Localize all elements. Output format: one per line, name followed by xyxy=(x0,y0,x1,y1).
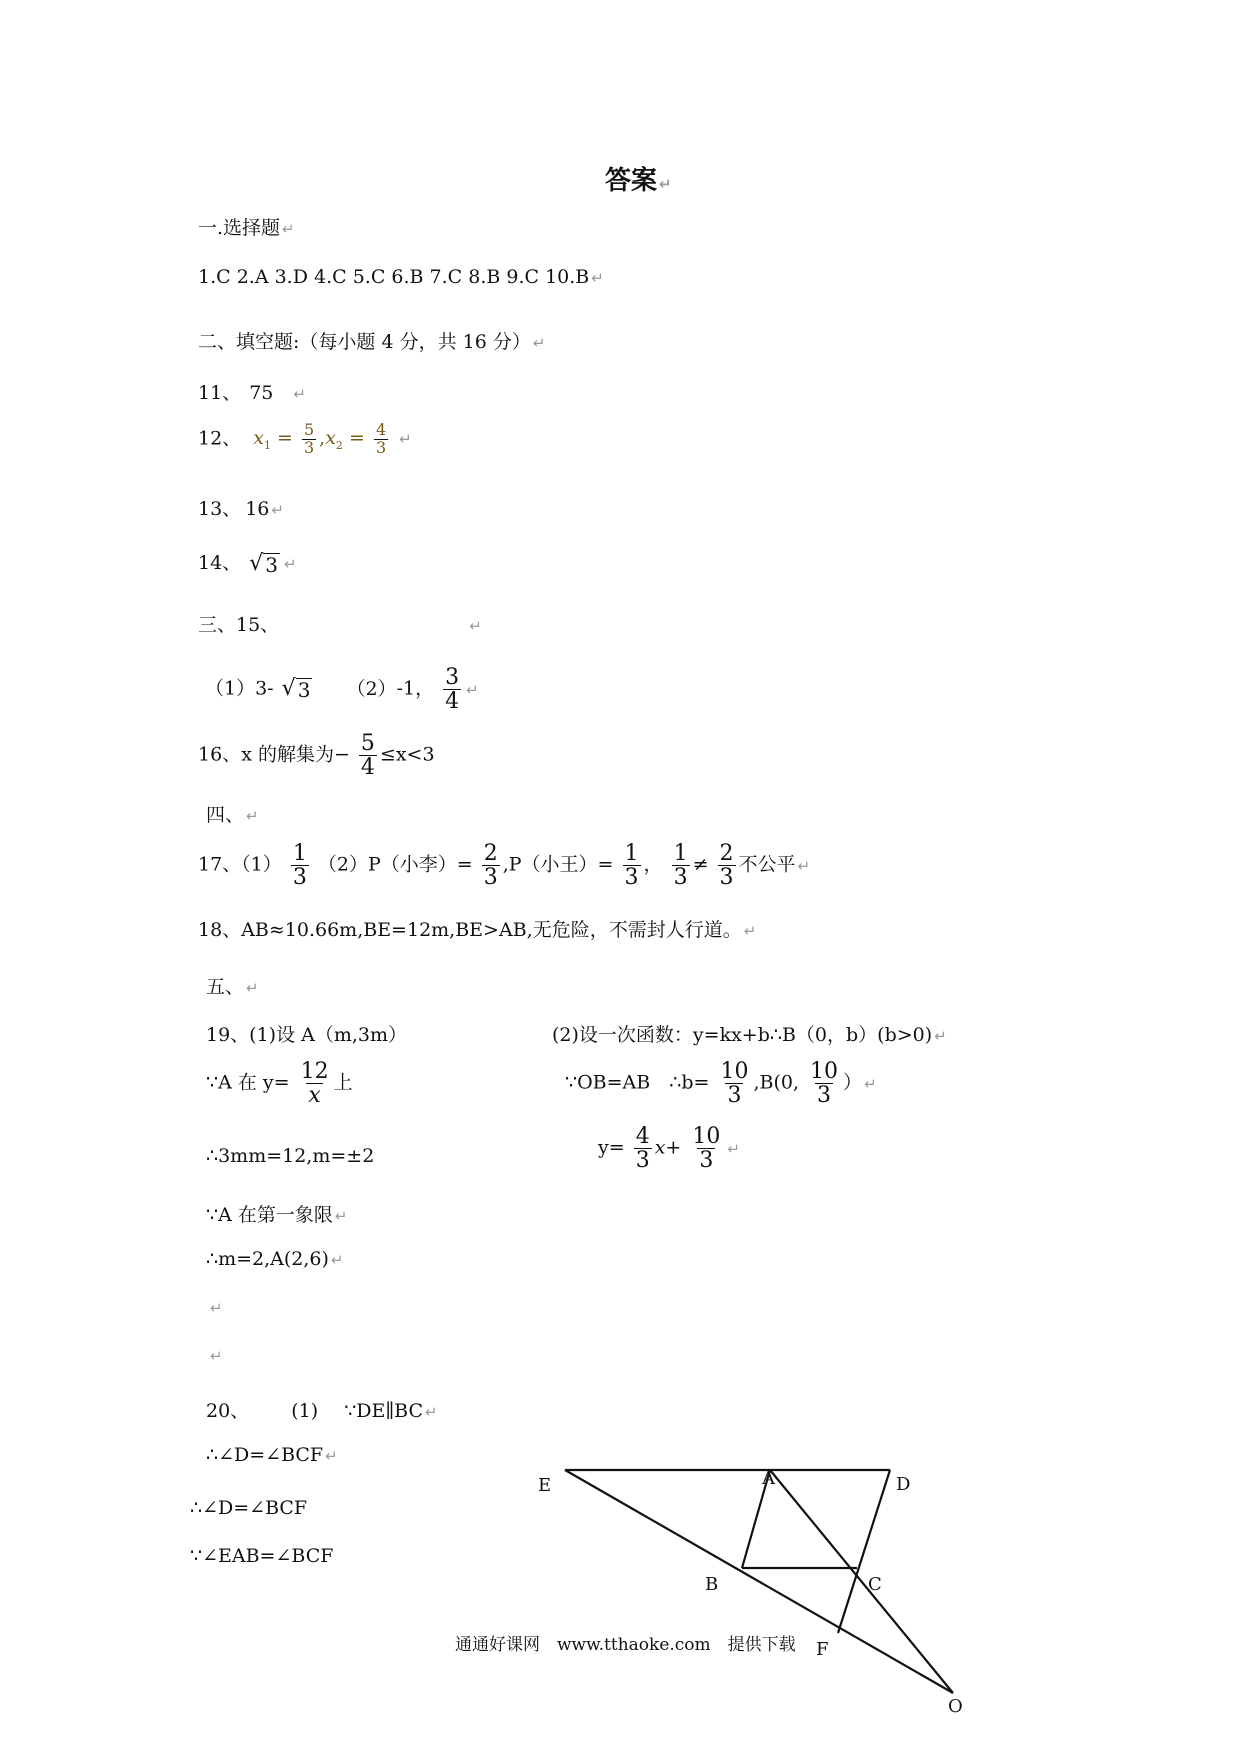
point-label-d: D xyxy=(896,1474,911,1495)
point-label-a: A xyxy=(762,1468,775,1489)
point-label-b: B xyxy=(705,1574,719,1595)
line-EO xyxy=(565,1470,953,1693)
fraction: $\frac{4}{3}$ xyxy=(375,420,387,457)
point-label-o: O xyxy=(948,1696,963,1715)
point-label-e: E xyxy=(538,1475,552,1496)
fraction: $\frac{1}{3}$ xyxy=(673,841,688,891)
section-heading-fill: 二、填空题:（每小题 4 分，共 16 分） ↵ xyxy=(198,331,546,353)
paragraph-mark-icon: ↵ xyxy=(934,1027,947,1045)
paragraph-mark-icon: ↵ xyxy=(425,1403,438,1421)
fraction: $\frac{10}{3}$ xyxy=(692,1124,721,1174)
point-label-f: F xyxy=(816,1639,829,1660)
fraction: $\frac{5}{3}$ xyxy=(303,420,315,457)
paragraph-mark-icon: ↵ xyxy=(797,856,811,875)
paragraph-mark-icon: ↵ xyxy=(466,680,479,699)
paragraph-mark-icon: ↵ xyxy=(727,1139,740,1158)
answer-15: （1）3- √ 3 （2）-1， $\frac{3}{4}$ ↵ xyxy=(205,665,479,715)
page-title: 答案 ↵ xyxy=(605,166,672,196)
footer-source: 通通好课网 www.tthaoke.com 提供下载 xyxy=(455,1635,796,1655)
paragraph-mark-icon: ↵ xyxy=(271,501,284,519)
q19-right-line-3: y= $\frac{4}{3}$ x+ $\frac{10}{3}$ ↵ xyxy=(598,1124,740,1174)
fraction: $\frac{2}{3}$ xyxy=(719,841,734,891)
answer-11: 11、 75 ↵ xyxy=(198,382,306,404)
geometry-figure xyxy=(520,1455,980,1715)
q20-line-2: ∴∠D=∠BCF ↵ xyxy=(206,1444,338,1466)
paragraph-mark-icon: ↵ xyxy=(591,269,604,287)
q19-right-line-2: ∵OB=AB ∴b= $\frac{10}{3}$ ,B(0, $\frac{10}{3}$ ） ↵ xyxy=(565,1059,877,1109)
choice-answers: 1.C 2.A 3.D 4.C 5.C 6.B 7.C 8.B 9.C 10.B ↵ xyxy=(198,266,604,288)
fraction: $\frac{5}{4}$ xyxy=(360,731,375,781)
q20-line-4: ∵∠EAB=∠BCF xyxy=(190,1545,334,1567)
paragraph-mark-icon: ↵ xyxy=(659,175,672,193)
q19-line-2: ∵A 在 y= $\frac{12}{x}$ 上 xyxy=(206,1059,353,1109)
section-heading-choice: 一.选择题 ↵ xyxy=(198,217,295,239)
fraction: $\frac{10}{3}$ xyxy=(720,1059,749,1109)
paragraph-mark-icon: ↵ xyxy=(469,617,482,635)
answer-17: 17、（1） $\frac{1}{3}$ （2）P（小李）= $\frac{2}{3}$ ,P（小王）= $\frac{1}{3}$ ， $\frac{1}{3}$ ≠ $\frac{2}{3}$ 不公平 ↵ xyxy=(198,841,811,891)
paragraph-mark-icon: ↵ xyxy=(325,1447,338,1465)
q19-line-4: ∵A 在第一象限 ↵ xyxy=(206,1204,348,1226)
q19-right-line-1: (2)设一次函数：y=kx+b∴B（0，b）(b>0) ↵ xyxy=(552,1024,947,1046)
fraction: $\frac{4}{3}$ xyxy=(635,1124,650,1174)
paragraph-mark-icon: ↵ xyxy=(210,1299,223,1317)
empty-paragraph xyxy=(208,1296,223,1318)
answer-16: 16、x 的解集为− $\frac{5}{4}$ ≤x<3 xyxy=(198,731,435,781)
fraction: $\frac{1}{3}$ xyxy=(624,841,639,891)
fraction: $\frac{2}{3}$ xyxy=(483,841,498,891)
line-AO xyxy=(770,1470,953,1693)
fraction: $\frac{12}{x}$ xyxy=(300,1059,329,1109)
fraction: $\frac{3}{4}$ xyxy=(445,665,460,715)
q20-line-1: 20、 (1) ∵DE∥BC ↵ xyxy=(206,1400,438,1422)
sqrt-expression: √ 3 xyxy=(249,550,278,577)
paragraph-mark-icon: ↵ xyxy=(864,1074,877,1093)
paragraph-mark-icon: ↵ xyxy=(284,555,297,573)
fraction: $\frac{1}{3}$ xyxy=(292,841,307,891)
paragraph-mark-icon: ↵ xyxy=(246,807,259,825)
q19-line-3: ∴3mm=12,m=±2 xyxy=(206,1145,375,1167)
paragraph-mark-icon: ↵ xyxy=(246,979,259,997)
answer-18: 18、AB≈10.66m,BE=12m,BE>AB,无危险，不需封人行道。 ↵ xyxy=(198,919,757,941)
empty-paragraph xyxy=(208,1344,223,1366)
fraction: $\frac{10}{3}$ xyxy=(810,1059,839,1109)
line-DF xyxy=(838,1470,890,1633)
paragraph-mark-icon: ↵ xyxy=(330,1251,344,1269)
formula-12: $x_1$ = $\frac{5}{3}$ $,x_2$ = $\frac{4}{3}$ xyxy=(253,420,387,457)
q19-line-5: ∴m=2,A(2,6) ↵ xyxy=(206,1248,344,1270)
paragraph-mark-icon: ↵ xyxy=(399,430,412,449)
paragraph-mark-icon: ↵ xyxy=(532,334,546,352)
paragraph-mark-icon: ↵ xyxy=(210,1347,223,1365)
section-heading-4: 四、 ↵ xyxy=(206,804,259,826)
paragraph-mark-icon: ↵ xyxy=(293,385,306,403)
answer-13: 13、 16 ↵ xyxy=(198,498,284,520)
paragraph-mark-icon: ↵ xyxy=(282,220,295,238)
answer-12: 12、 $x_1$ = $\frac{5}{3}$ $,x_2$ = $\frac{4}{3}$ ↵ xyxy=(198,420,412,457)
answer-14: 14、 √ 3 ↵ xyxy=(198,550,297,577)
section-heading-15: 三、15、 ↵ xyxy=(198,614,482,636)
sqrt-expression: √ 3 xyxy=(281,676,311,703)
q19-line-1: 19、(1)设 A（m,3m） xyxy=(206,1024,408,1046)
paragraph-mark-icon: ↵ xyxy=(334,1207,348,1225)
q20-line-3: ∴∠D=∠BCF xyxy=(190,1497,308,1519)
point-label-c: C xyxy=(868,1574,882,1595)
section-heading-5: 五、 ↵ xyxy=(206,976,259,998)
paragraph-mark-icon: ↵ xyxy=(743,922,757,940)
